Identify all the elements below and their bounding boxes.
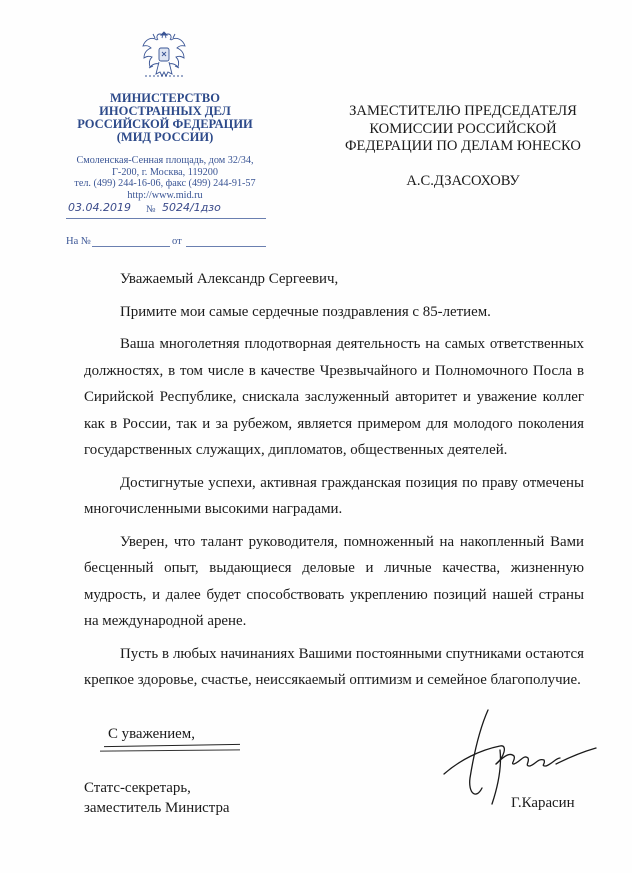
recipient-line: КОМИССИИ РОССИЙСКОЙ bbox=[369, 120, 557, 137]
address-line: Смоленская-Сенная площадь, дом 32/34, bbox=[76, 155, 254, 166]
recipient-name: А.С.ДЗАСОХОВУ bbox=[406, 173, 520, 189]
address-line: Г-200, г. Москва, 119200 bbox=[112, 166, 218, 178]
ministry-line: МИНИСТЕРСТВО bbox=[110, 91, 220, 105]
reference-date-blank bbox=[186, 236, 266, 247]
address-line: тел. (499) 244-16-06, факс (499) 244-91-57 bbox=[74, 178, 256, 189]
letter-body bbox=[84, 266, 584, 700]
paragraph: Ваша многолетняя плодотворная деятельность на самых ответственных должностях, в том числе в качестве Чрезвычайного и Полномочного Посла в Сирийской Республике, снискала заслуженный авторитет и уважение коллег как в России, так и за рубежом, является примером для молодого поколения государственных служащих, дипломатов, общественных деятелей. bbox=[84, 336, 584, 458]
paragraph: Уверен, что талант руководителя, помноженный на накопленный Вами бесценный опыт, выдающиеся деловые и личные качества, жизненную мудрость, и далее будет способствовать укреплению позиций нашей страны на международной арене. bbox=[84, 533, 584, 629]
recipient-line: ЗАМЕСТИТЕЛЮ ПРЕДСЕДАТЕЛЯ bbox=[349, 103, 577, 119]
closing-phrase: С уважением, bbox=[108, 726, 195, 742]
address-line: http://www.mid.ru bbox=[127, 189, 203, 201]
signature-icon bbox=[440, 708, 600, 808]
paragraph: Достигнутые успехи, активная гражданская позиция по праву отмечены многочисленными высокими наградами. bbox=[84, 474, 584, 517]
ministry-address bbox=[62, 155, 268, 201]
signatory-position bbox=[84, 778, 230, 818]
reference-line bbox=[66, 233, 266, 247]
closing-underline bbox=[104, 744, 240, 747]
ministry-line: ИНОСТРАННЫХ ДЕЛ bbox=[99, 104, 231, 118]
ministry-line: (МИД РОССИИ) bbox=[116, 130, 214, 144]
reference-from-label: от bbox=[172, 236, 182, 247]
signatory-name: Г.Карасин bbox=[511, 795, 575, 811]
recipient-line: ФЕДЕРАЦИИ ПО ДЕЛАМ ЮНЕСКО bbox=[345, 138, 581, 154]
reference-number-blank bbox=[92, 236, 170, 247]
coat-of-arms-icon bbox=[139, 28, 189, 84]
closing-underline bbox=[100, 749, 240, 751]
position-line: заместитель Министра bbox=[84, 800, 230, 816]
registration-line bbox=[66, 200, 266, 219]
reference-label: На № bbox=[66, 236, 91, 247]
position-line: Статс-секретарь, bbox=[84, 780, 191, 796]
registration-number-label: № bbox=[146, 204, 156, 215]
registration-date: 03.04.2019 bbox=[68, 201, 131, 214]
paragraph: Пусть в любых начинаниях Вашими постоянными спутниками остаются крепкое здоровье, счастье, неиссякаемый оптимизм и семейное благополучие. bbox=[84, 645, 584, 688]
ministry-name bbox=[70, 92, 260, 144]
ministry-line: РОССИЙСКОЙ ФЕДЕРАЦИИ bbox=[77, 117, 253, 131]
registration-number: 5024/1дзо bbox=[162, 201, 221, 214]
recipient-title bbox=[332, 103, 594, 156]
salutation: Уважаемый Александр Сергеевич, bbox=[120, 271, 339, 287]
paragraph: Примите мои самые сердечные поздравления с 85-летием. bbox=[120, 303, 491, 320]
